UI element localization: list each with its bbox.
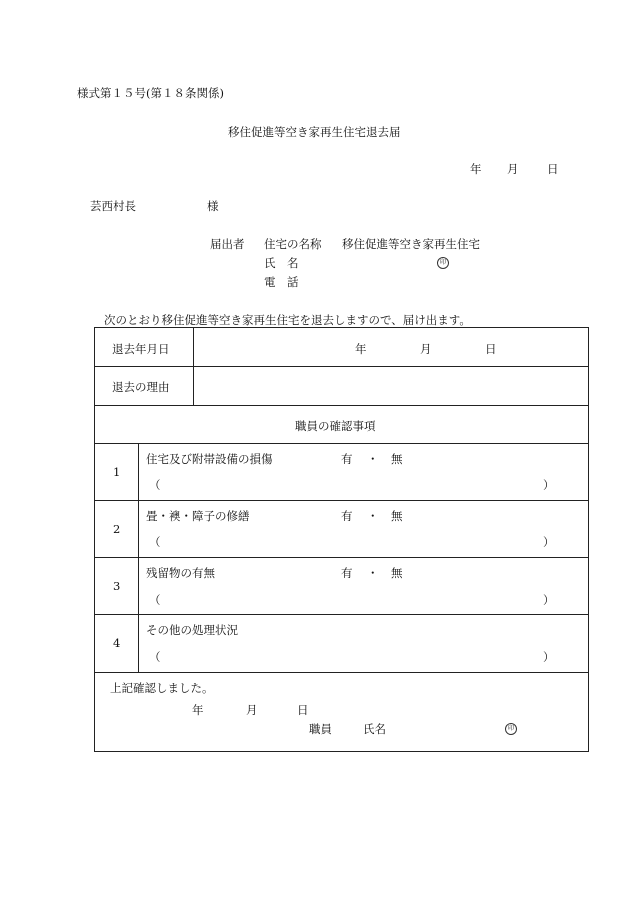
item-4-number: 4 [113,636,121,650]
reason-label: 退去の理由 [112,380,170,394]
item-2-number: 2 [113,522,121,536]
confirm-year: 年 [192,703,204,717]
item-3-no: 無 [391,566,403,580]
move-out-date-year: 年 [355,342,367,356]
staff-label: 職員 [309,722,332,736]
item-1-dot: ・ [367,452,379,466]
header-date-day: 日 [547,162,559,176]
item-4-close-paren: ） [543,650,555,664]
form-number: 様式第１５号(第１８条関係) [77,86,224,100]
item-4-open-paren: （ [149,650,161,664]
confirm-text: 上記確認しました。 [110,681,214,695]
item-3-yes: 有 [341,566,353,580]
addressee-honorific: 様 [207,199,219,213]
item-2-dot: ・ [367,509,379,523]
item-3-open-paren: （ [149,593,161,607]
item-1-label: 住宅及び附帯設備の損傷 [146,452,273,466]
header-date-year: 年 [470,162,482,176]
staff-section-title: 職員の確認事項 [295,419,376,433]
move-out-date-label: 退去年月日 [112,342,170,356]
item-4-label: その他の処理状況 [146,623,238,637]
move-out-form-table [94,327,589,752]
item-2-open-paren: （ [149,535,161,549]
item-1-number: 1 [113,465,121,479]
move-out-date-month: 月 [420,342,432,356]
addressee-name: 芸西村長 [90,199,136,213]
notifier-label: 届出者 [210,237,245,251]
housing-name-value: 移住促進等空き家再生住宅 [342,237,480,251]
item-2-label: 畳・襖・障子の修繕 [146,509,250,523]
intro-text: 次のとおり移住促進等空き家再生住宅を退去しますので、届け出ます。 [104,313,471,327]
move-out-date-day: 日 [485,342,497,356]
item-3-dot: ・ [367,566,379,580]
confirm-day: 日 [297,703,309,717]
item-3-number: 3 [113,579,121,593]
notifier-phone-label: 電 話 [264,275,299,289]
item-3-label: 残留物の有無 [146,566,215,580]
item-2-no: 無 [391,509,403,523]
item-2-close-paren: ） [543,535,555,549]
header-date-month: 月 [507,162,519,176]
notifier-name-label: 氏 名 [264,256,299,270]
confirm-month: 月 [246,703,258,717]
housing-name-label: 住宅の名称 [264,237,322,251]
staff-seal-icon: 印 [505,723,517,735]
item-1-open-paren: （ [149,478,161,492]
item-3-close-paren: ） [543,593,555,607]
document-title: 移住促進等空き家再生住宅退去届 [228,125,401,139]
item-1-no: 無 [391,452,403,466]
notifier-seal-icon: 印 [437,257,449,269]
staff-name-label: 氏名 [363,722,386,736]
item-2-yes: 有 [341,509,353,523]
item-1-yes: 有 [341,452,353,466]
item-1-close-paren: ） [543,478,555,492]
